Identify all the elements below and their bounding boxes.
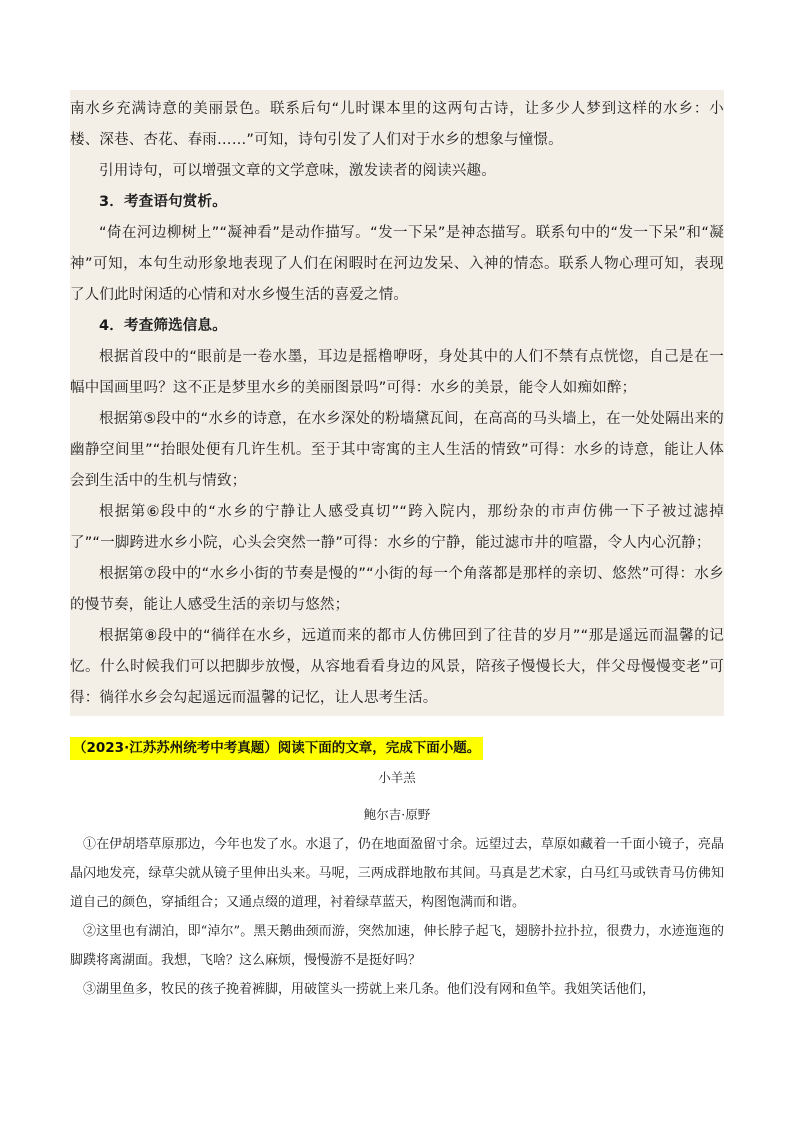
analysis-paragraph: 引用诗句，可以增强文章的文学意味，激发读者的阅读兴趣。: [99, 163, 496, 179]
analysis-paragraph: 3．考查语句赏析。: [99, 194, 227, 210]
analysis-paragraph: 根据首段中的“眼前是一卷水墨，耳边是摇橹咿呀，身处其中的人们不禁有点恍惚，自己是在一幅中国画里吗？这不正是梦里水乡的美丽图景吗”可得：水乡的美景，能令人如痴如醉；: [70, 349, 724, 396]
analysis-paragraph: “倚在河边柳树上”“凝神看”是动作描写。“发一下呆”是神态描写。联系句中的“发一下呆”和“凝神”可知，本句生动形象地表现了人们在闲暇时在河边发呆、入神的情态。联系人物心理可知，表现了人们此时闲适的心情和对水乡慢生活的喜爱之情。: [70, 225, 724, 303]
story-title: 小羊羔: [378, 770, 416, 785]
analysis-paragraph: 南水乡充满诗意的美丽景色。联系后句“儿时课本里的这两句古诗，让多少人梦到这样的水乡：小楼、深巷、杏花、春雨……”可知，诗句引发了人们对于水乡的想象与憧憬。: [70, 101, 724, 148]
answer-analysis-block: [70, 90, 724, 716]
analysis-paragraph: 根据第⑦段中的“水乡小街的节奏是慢的”“小街的每一个角落都是那样的亲切、悠然”可得：水乡的慢节奏，能让人感受生活的亲切与悠然；: [70, 566, 724, 613]
analysis-paragraph: 4．考查筛选信息。: [99, 318, 227, 334]
story-paragraph: ③湖里鱼多，牧民的孩子挽着裤脚，用破筐头一捞就上来几条。他们没有网和鱼竿。我姐笑话他们，: [83, 982, 656, 997]
question-header: （2023·江苏苏州统考中考真题）阅读下面的文章，完成下面小题。: [70, 737, 483, 760]
story-paragraph: ②这里也有湖泊，即“淖尔”。黑天鹅曲颈而游，突然加速，伸长脖子起飞，翅膀扑拉扑拉，很费力，水迹迤迤的脚蹼将离湖面。我想，飞啥？这么麻烦，慢慢游不是挺好吗？: [70, 924, 724, 968]
story-author: 鲍尔吉·原野: [363, 807, 431, 822]
analysis-paragraph: 根据第⑧段中的“徜徉在水乡，远道而来的都市人仿佛回到了往昔的岁月”“那是遥远而温馨的记忆。什么时候我们可以把脚步放慢，从容地看看身边的风景，陪孩子慢慢长大，伴父母慢慢变老”可得：徜徉水乡会勾起遥远而温馨的记忆，让人思考生活。: [70, 628, 724, 706]
analysis-paragraph: 根据第⑥段中的“水乡的宁静让人感受真切”“跨入院内，那纷杂的市声仿佛一下子被过滤掉了”“一脚跨进水乡小院，心头会突然一静”可得：水乡的宁静，能过滤市井的喧嚣，令人内心沉静；: [70, 504, 724, 551]
analysis-paragraph: 根据第⑤段中的“水乡的诗意，在水乡深处的粉墙黛瓦间，在高高的马头墙上，在一处处隔出来的幽静空间里”“抬眼处便有几许生机。至于其中寄寓的主人生活的情致”可得：水乡的诗意，能让人体会到生活中的生机与情致；: [70, 411, 724, 489]
story-body: [70, 830, 724, 1004]
story-paragraph: ①在伊胡塔草原那边，今年也发了水。水退了，仍在地面盈留寸余。远望过去，草原如藏着一千面小镜子，亮晶晶闪地发亮，绿草尖就从镜子里伸出头来。马呢，三两成群地散布其间。马真是艺术家，白马红马或铁青马仿佛知道自己的颜色，穿插组合；又通点缀的道理，衬着绿草蓝天，构图饱满而和谐。: [70, 837, 724, 910]
